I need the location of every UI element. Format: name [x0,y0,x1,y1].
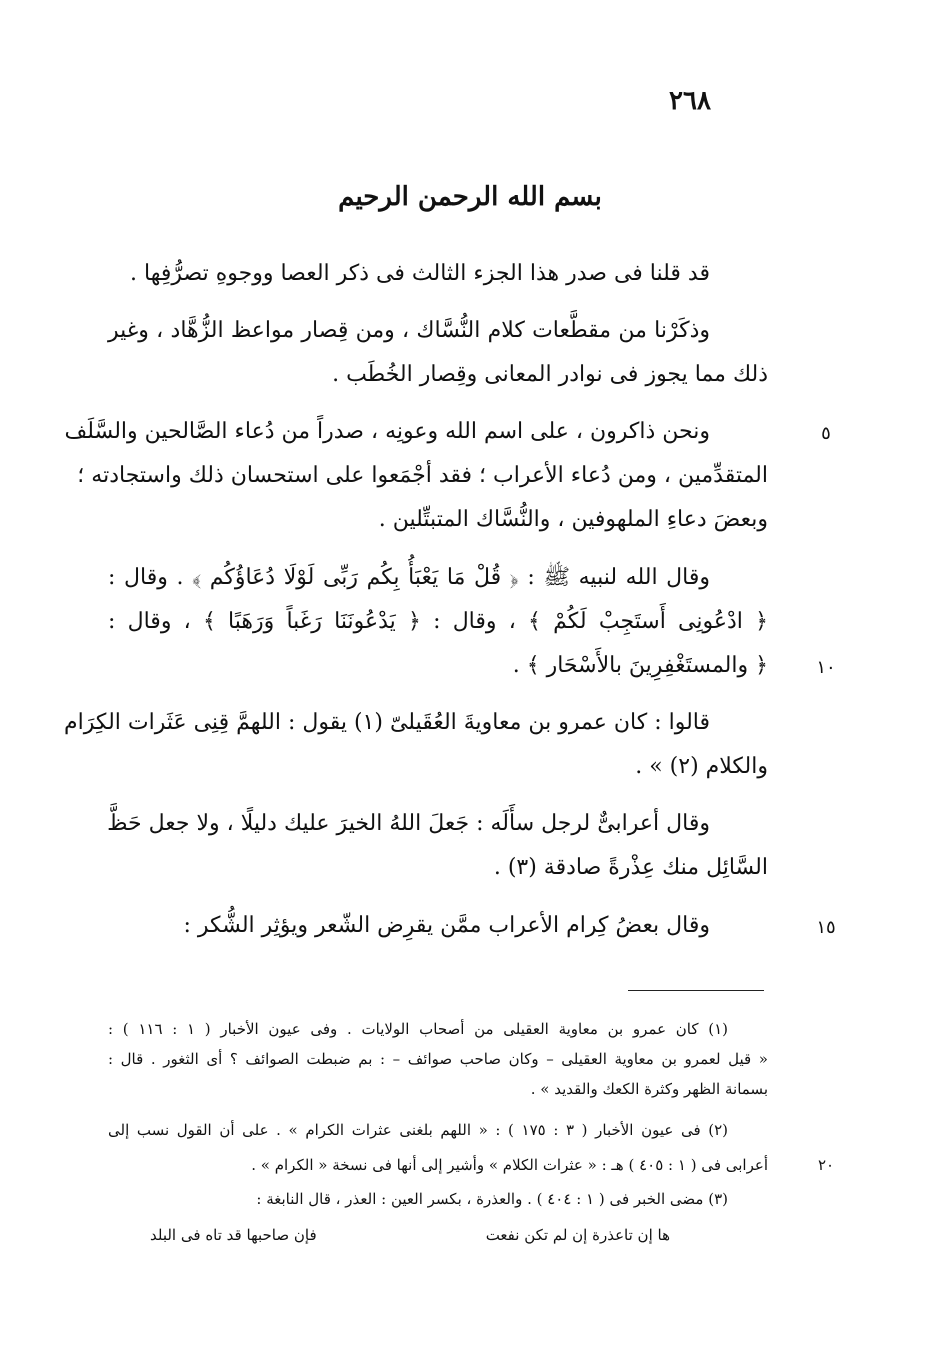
verse-second-hemistich: فإن صاحبها قد تاه فى البلد [150,1226,317,1244]
poetry-verse [150,1220,670,1250]
line-number: ١٥ [816,917,836,938]
text-line: ذلك مما يجوز فى نوادر المعانى وقِصار الخُطَب . [332,362,768,387]
footnote-line: (١) كان عمرو بن معاوية العقيلى من أصحاب الولايات . وفى عيون الأخبار ( ١ : ١١٦ ) : [108,1020,728,1038]
text-line: وقال بعضُ كِرام الأعراب ممَّن يقرِض الشّعر ويؤثِر الشُّكر : [183,913,710,938]
line-number: ٢٠ [817,1156,835,1174]
footnote-line: بسمانة الظهر وكثرة الكعك والقديد » . [530,1080,768,1098]
footnote-separator [628,990,764,991]
text-line: ﴿ والمستَغْفِرِينَ بالأَسْحَار ﴾ . [512,653,768,678]
text-line: وبعضَ دعاءِ الملهوفين ، والنُّسَّاك المتبتِّلين . [378,507,768,532]
footnote-line: أعرابى فى ( ١ : ٤٠٥ ) هـ : « عثرات الكلام » وأشير إلى أنها فى نسخة « الكرام » . [251,1156,768,1174]
footnote-line: (٣) مضى الخبر فى ( ١ : ٤٠٤ ) . والعذرة ، بكسر العين : العذر ، قال النابغة : [256,1190,728,1208]
page-number: ٢٦٨ [669,86,711,116]
text-line: قالوا : كان عمرو بن معاويةَ العُقَيلىّ (١) يقول : اللهمَّ قِنِى عَثَرات الكِرَام [64,710,710,735]
verse-first-hemistich: ها إن تاعذرة إن لم تكن نفعت [485,1226,670,1244]
line-number: ١٠ [816,657,836,678]
text-line: ﴿ ادْعُونِى أَستَجِبْ لَكُمْ ﴾ ، وقال : ﴿ يَدْعُونَنَا رَغَباً وَرَهَبًا ﴾ ، وقال : [108,609,768,634]
footnote-line: (٢) فى عيون الأخبار ( ٣ : ١٧٥ ) : « اللهم بلغنى عثرات الكرام » . على أن القول نسب إلى [108,1121,729,1139]
text-line: وقال أعرابىٌّ لرجل سأَلَه : جَعلَ اللهُ الخيرَ عليك دليلًا ، ولا جعل حَظَّ [107,811,710,836]
text-line: المتقدِّمين ، ومن دُعاء الأعراب ؛ فقد أجْمَعوا على استحسان ذلك واستجادته ؛ [77,463,768,488]
text-line: ونحن ذاكرون ، على اسم الله وعونِه ، صدراً من دُعاء الصَّالحين والسَّلَف [64,419,710,444]
text-line: وقال الله لنبيه ﷺ : ﴿ قُلْ مَا يَعْبَأُ بِكُم رَبِّى لَوْلَا دُعَاؤُكُم ﴾ . وقال : [108,565,710,590]
footnote-line: « قيل لعمرو بن معاوية العقيلى – وكان صاحب صوائف – : بم ضبطت الصوائف ؟ أى الثغور . قال : [108,1050,768,1068]
text-line: السَّائِل منك عِذْرةً صادقة (٣) . [493,855,768,880]
basmala-heading: بسم الله الرحمن الرحيم [338,182,602,212]
line-number: ٥ [821,423,831,444]
text-line: وذكَرْنا من مقطَّعات كلام النُّسَّاك ، ومن قِصار مواعظ الزُّهَّاد ، وغير [108,318,710,343]
text-line: والكلام (٢) » . [635,754,768,779]
text-line: قد قلنا فى صدر هذا الجزء الثالث فى ذكر العصا ووجوهِ تصرُّفِها . [130,261,710,286]
